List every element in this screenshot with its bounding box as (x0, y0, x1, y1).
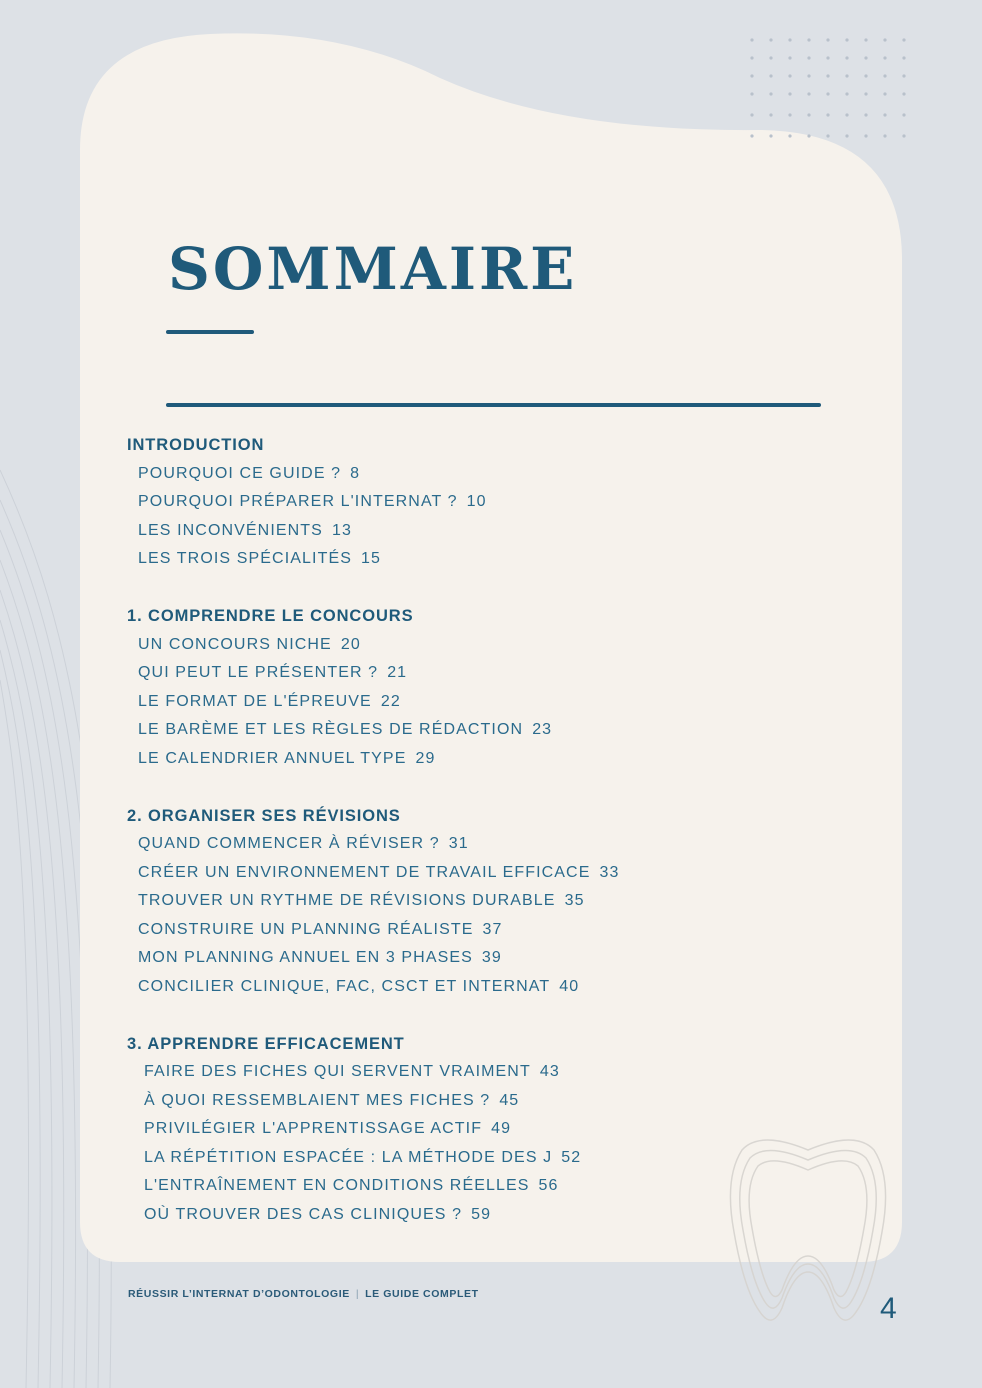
table-of-contents (127, 431, 747, 1258)
toc-entry[interactable] (127, 1144, 747, 1173)
toc-entry[interactable] (127, 944, 747, 973)
entry-label: LE BARÈME ET LES RÈGLES DE RÉDACTION (138, 721, 524, 738)
entry-label: CRÉER UN ENVIRONNEMENT DE TRAVAIL EFFICACE (138, 863, 591, 881)
section-heading[interactable]: 3. APPRENDRE EFFICACEMENT (127, 1034, 405, 1053)
entry-label: LES INCONVÉNIENTS (138, 521, 323, 539)
entry-label: TROUVER UN RYTHME DE RÉVISIONS DURABLE (138, 892, 556, 909)
entry-page-number: 43 (539, 1063, 560, 1080)
entry-label: PRIVILÉGIER L'APPRENTISSAGE ACTIF (144, 1120, 483, 1137)
entry-page-number: 59 (471, 1205, 492, 1223)
entry-page-number: 15 (360, 550, 381, 567)
dot-grid-decoration (750, 38, 905, 137)
toc-entry[interactable] (127, 460, 747, 489)
toc-entry[interactable] (127, 659, 747, 688)
entry-page-number: 49 (491, 1120, 512, 1137)
toc-entry[interactable] (127, 1058, 747, 1087)
entry-label: LE FORMAT DE L'ÉPREUVE (138, 692, 372, 710)
toc-entry[interactable] (127, 1087, 747, 1116)
entry-page-number: 10 (466, 493, 487, 510)
entry-page-number: 39 (481, 949, 502, 966)
toc-entry[interactable] (127, 973, 747, 1002)
entry-page-number: 8 (350, 464, 361, 482)
entry-label: UN CONCOURS NICHE (138, 635, 332, 653)
toc-entry[interactable] (127, 859, 747, 888)
entry-page-number: 56 (538, 1177, 559, 1194)
section-heading[interactable]: 2. ORGANISER SES RÉVISIONS (127, 806, 401, 825)
entry-page-number: 29 (415, 749, 436, 767)
footer-book-title: RÉUSSIR L’INTERNAT D’ODONTOLOGIE (128, 1288, 350, 1300)
entry-label: MON PLANNING ANNUEL EN 3 PHASES (138, 949, 473, 966)
toc-section-organiser-ses-revisions (127, 802, 747, 1002)
entry-label: POURQUOI CE GUIDE ? (138, 464, 342, 482)
page-footer (128, 1288, 479, 1300)
toc-entry[interactable] (127, 1172, 747, 1201)
page-title: SOMMAIRE (168, 235, 578, 303)
entry-page-number: 45 (499, 1091, 520, 1109)
toc-entry[interactable] (127, 745, 747, 774)
section-heading[interactable]: INTRODUCTION (127, 436, 265, 454)
entry-page-number: 20 (340, 635, 361, 653)
toc-entry[interactable] (127, 688, 747, 717)
footer-subtitle: LE GUIDE COMPLET (365, 1288, 479, 1300)
toc-entry[interactable] (127, 916, 747, 945)
entry-page-number: 52 (561, 1148, 582, 1166)
entry-page-number: 21 (387, 664, 408, 681)
toc-section-comprendre-le-concours (127, 602, 747, 773)
entry-label: L'ENTRAÎNEMENT EN CONDITIONS RÉELLES (144, 1177, 530, 1194)
entry-page-number: 22 (380, 692, 401, 710)
entry-page-number: 31 (448, 835, 469, 852)
toc-entry[interactable] (127, 631, 747, 660)
entry-label: POURQUOI PRÉPARER L'INTERNAT ? (138, 493, 458, 510)
toc-entry[interactable] (127, 517, 747, 546)
entry-label: OÙ TROUVER DES CAS CLINIQUES ? (144, 1205, 463, 1223)
entry-label: QUAND COMMENCER À RÉVISER ? (138, 835, 440, 852)
entry-page-number: 37 (482, 920, 503, 938)
toc-section-introduction (127, 431, 747, 574)
entry-page-number: 40 (559, 977, 580, 995)
toc-entry[interactable] (127, 716, 747, 745)
entry-label: LA RÉPÉTITION ESPACÉE : LA MÉTHODE DES J (144, 1148, 553, 1166)
entry-label: LES TROIS SPÉCIALITÉS (138, 550, 352, 567)
entry-page-number: 33 (599, 863, 620, 881)
title-underline (166, 330, 254, 334)
toc-section-apprendre-efficacement (127, 1030, 747, 1230)
toc-entry[interactable] (127, 488, 747, 517)
entry-page-number: 35 (564, 892, 585, 909)
toc-entry[interactable] (127, 1115, 747, 1144)
entry-label: LE CALENDRIER ANNUEL TYPE (138, 749, 407, 767)
page-number: 4 (880, 1292, 897, 1325)
toc-entry[interactable] (127, 1201, 747, 1230)
entry-label: QUI PEUT LE PRÉSENTER ? (138, 664, 379, 681)
entry-page-number: 13 (331, 521, 352, 539)
footer-separator: | (355, 1288, 360, 1300)
toc-entry[interactable] (127, 887, 747, 916)
toc-entry[interactable] (127, 830, 747, 859)
entry-label: FAIRE DES FICHES QUI SERVENT VRAIMENT (144, 1063, 531, 1080)
entry-label: À QUOI RESSEMBLAIENT MES FICHES ? (144, 1091, 491, 1109)
entry-label: CONSTRUIRE UN PLANNING RÉALISTE (138, 920, 474, 938)
divider-line (166, 403, 821, 407)
entry-label: CONCILIER CLINIQUE, FAC, CSCT ET INTERNAT (138, 977, 551, 995)
section-heading[interactable]: 1. COMPRENDRE LE CONCOURS (127, 607, 414, 625)
entry-page-number: 23 (532, 721, 553, 738)
toc-entry[interactable] (127, 545, 747, 574)
